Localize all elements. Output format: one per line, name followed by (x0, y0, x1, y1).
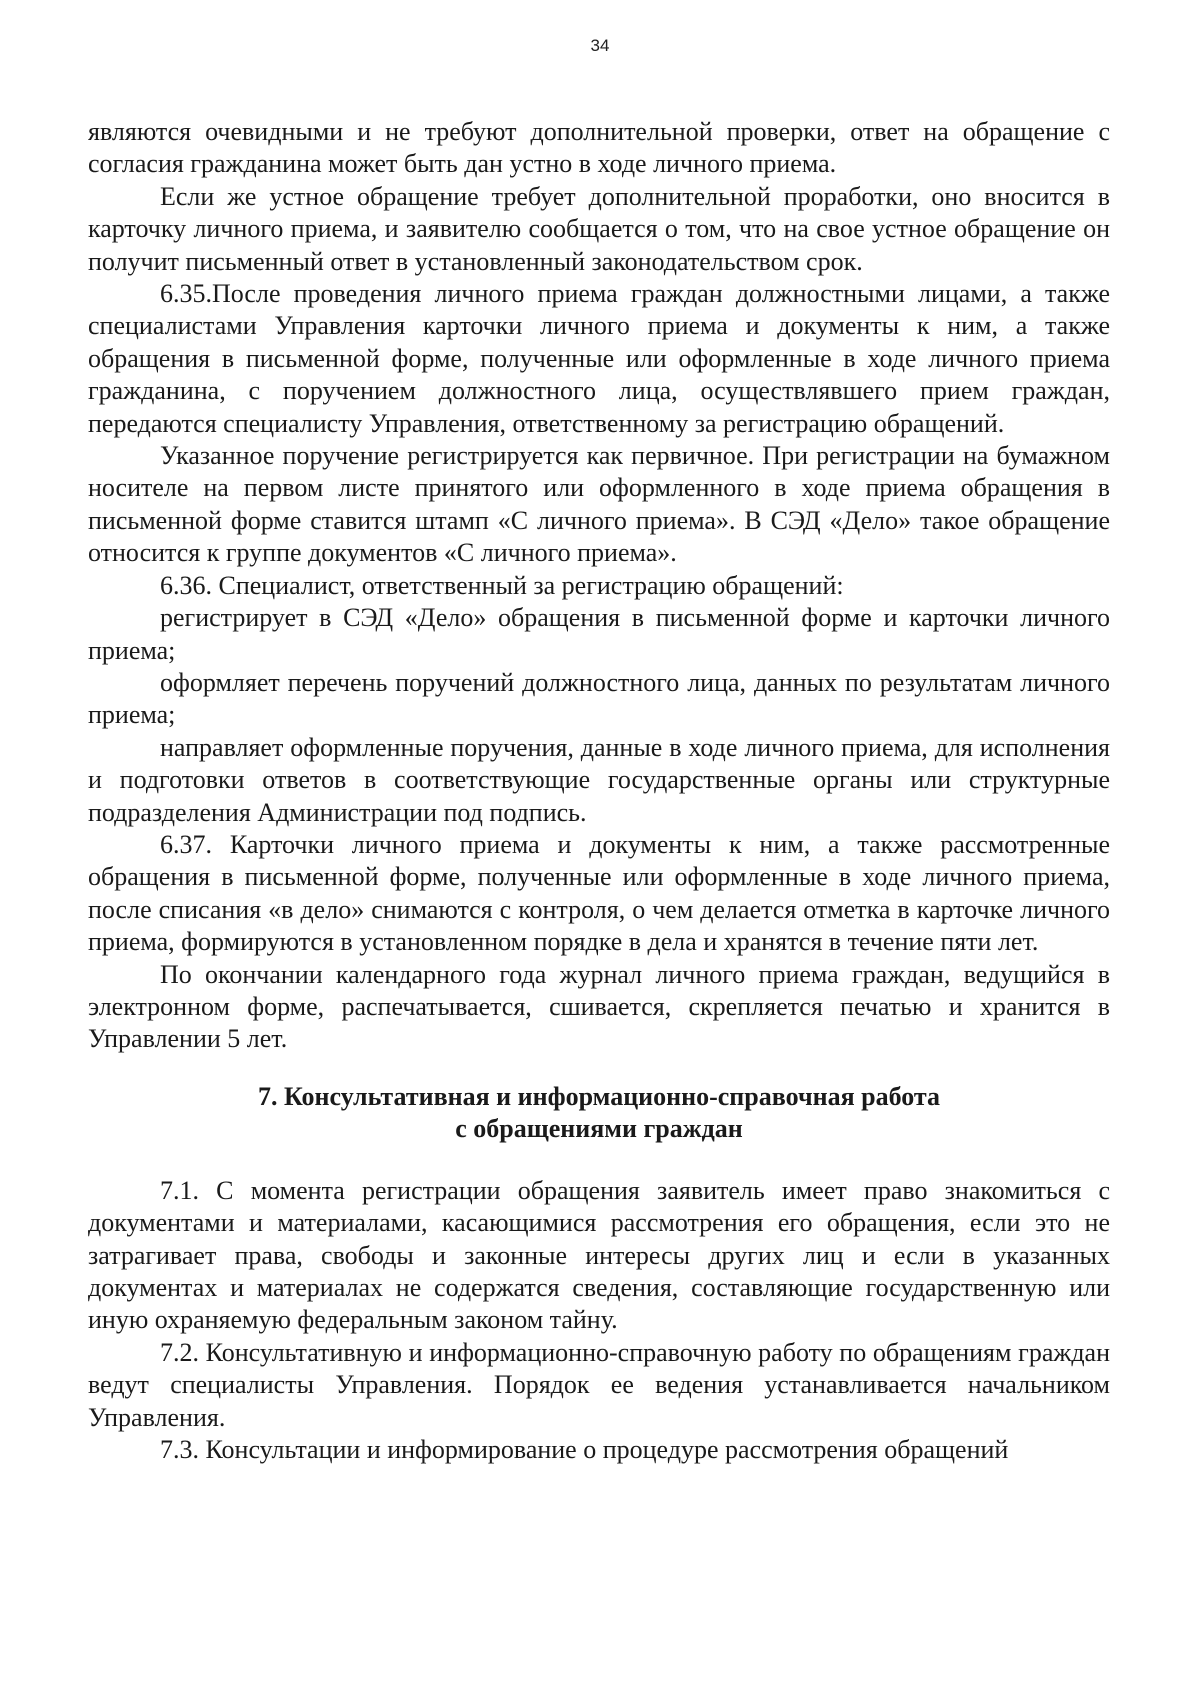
paragraph: 6.36. Специалист, ответственный за регистрацию обращений: (160, 570, 844, 600)
paragraph: Если же устное обращение требует дополнительной проработки, оно вносится в карточку личного приема, и заявителю сообщается о том, что на свое устное обращение он получит письменный ответ в установленный законодательством срок. (88, 181, 1110, 276)
section-7-body (88, 1175, 1110, 1467)
paragraph: направляет оформленные поручения, данные в ходе личного приема, для исполнения и подготовки ответов в соответствующие государственные органы или структурные подразделения Администрации под подпись. (88, 732, 1110, 827)
section-heading (88, 1081, 1110, 1145)
section-heading-line-1: 7. Консультативная и информационно-справочная работа (257, 1081, 941, 1111)
paragraph: По окончании календарного года журнал личного приема граждан, ведущийся в электронном форме, распечатывается, сшивается, скрепляется печатью и хранится в Управлении 5 лет. (88, 959, 1110, 1054)
paragraph: регистрирует в СЭД «Дело» обращения в письменной форме и карточки личного приема; (88, 603, 1110, 665)
paragraph: 7.3. Консультации и информирование о процедуре рассмотрения обращений (160, 1435, 1009, 1465)
paragraph: 6.37. Карточки личного приема и документы к ним, а также рассмотренные обращения в письменной форме, полученные или оформленные в ходе личного приема, после списания «в дело» снимаются с контроля, о чем делается отметка в карточке личного приема, формируются в установленном порядке в дела и хранятся в течение пяти лет. (88, 829, 1110, 957)
document-body (88, 116, 1110, 1466)
paragraph: Указанное поручение регистрируется как первичное. При регистрации на бумажном носителе на первом листе принятого или оформленного в ходе приема обращения в письменной форме ставится штамп «С личного приема». В СЭД «Дело» такое обращение относится к группе документов «С личного приема». (88, 441, 1110, 568)
paragraph: 7.2. Консультативную и информационно-справочную работу по обращениям граждан ведут специалисты Управления. Порядок ее ведения устанавливается начальником Управления. (88, 1337, 1110, 1432)
page-number: 34 (590, 36, 610, 55)
paragraph: 6.35.После проведения личного приема граждан должностными лицами, а также специалистами Управления карточки личного приема и документы к ним, а также обращения в письменной форме, полученные или оформленные в ходе личного приема гражданина, с поручением должностного лица, осуществлявшего прием граждан, передаются специалисту Управления, ответственному за регистрацию обращений. (88, 279, 1110, 438)
paragraph: 7.1. С момента регистрации обращения заявитель имеет право знакомиться с документами и материалами, касающимися рассмотрения его обращения, если это не затрагивает права, свободы и законные интересы других лиц и если в указанных документах и материалах не содержатся сведения, составляющие государственную или иную охраняемую федеральным законом тайну. (88, 1175, 1110, 1335)
section-6-continuation (88, 116, 1110, 1056)
section-heading-line-2: с обращениями граждан (455, 1113, 743, 1143)
paragraph: оформляет перечень поручений должностного лица, данных по результатам личного приема; (88, 667, 1110, 730)
paragraph: являются очевидными и не требуют дополнительной проверки, ответ на обращение с согласия гражданина может быть дан устно в ходе личного приема. (88, 117, 1110, 179)
